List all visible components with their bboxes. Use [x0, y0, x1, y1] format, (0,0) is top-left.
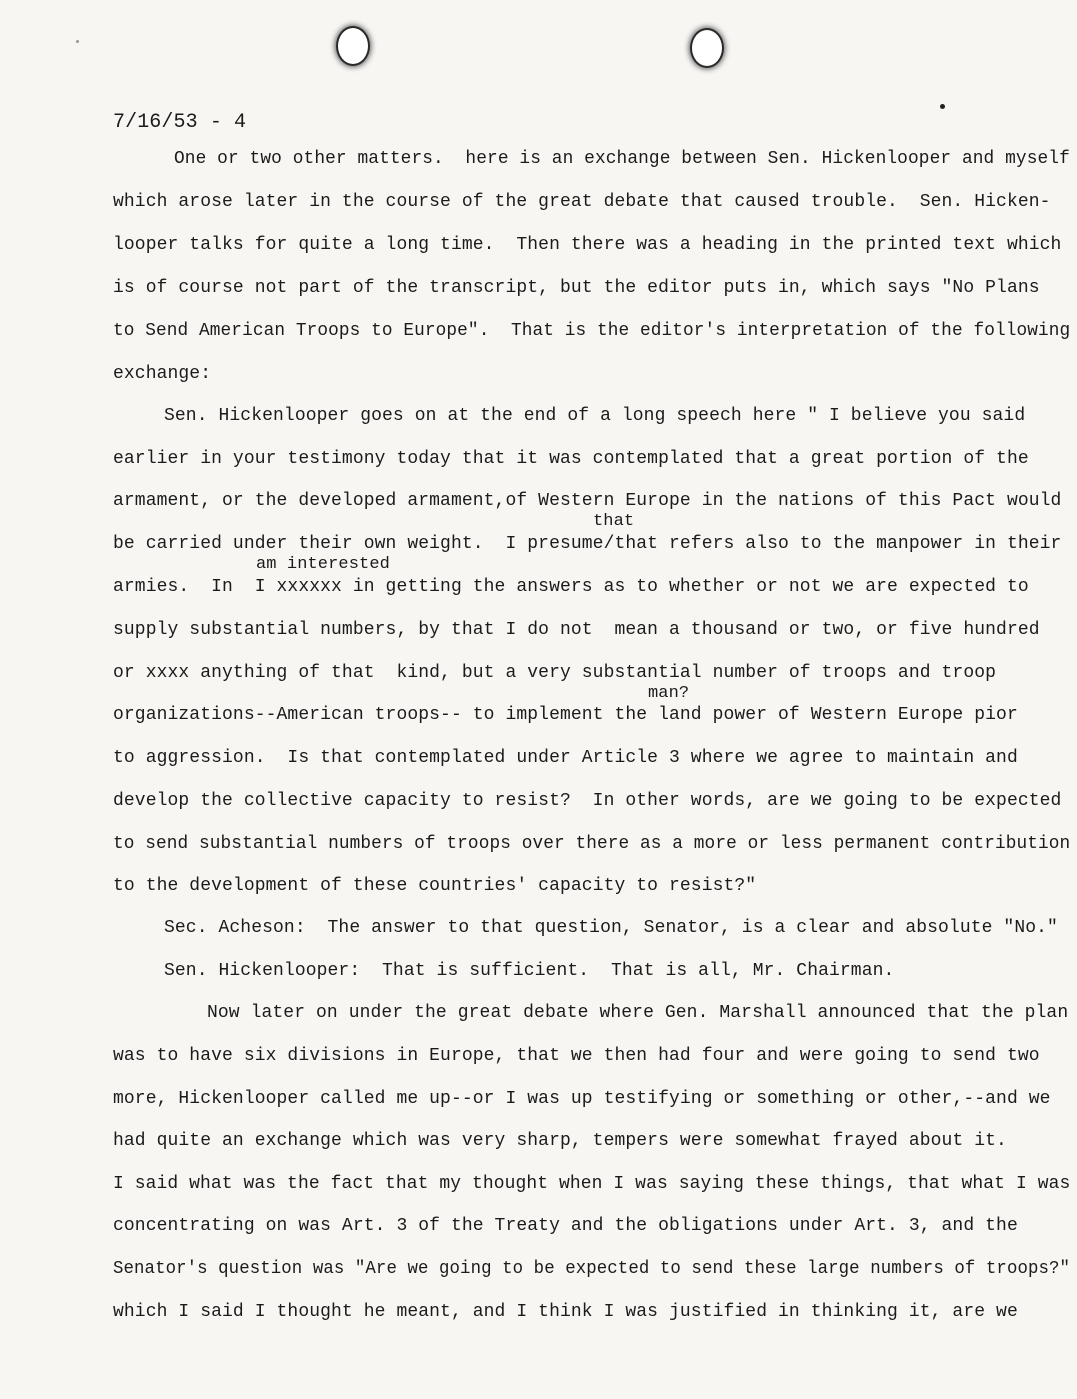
text-line: more, Hickenlooper called me up--or I was up testifying or something or other,--and we: [113, 1089, 1051, 1109]
text-line: to send substantial numbers of troops over there as a more or less permanent contribution: [113, 834, 1071, 854]
interlinear-insertion: man?: [648, 684, 690, 703]
text-line: looper talks for quite a long time. Then there was a heading in the printed text which: [113, 235, 1062, 255]
text-line: organizations--American troops-- to implement the land power of Western Europe pior: [113, 705, 1018, 725]
page-reference: 7/16/53 - 4: [113, 111, 247, 134]
text-line: I said what was the fact that my thought when I was saying these things, that what I was: [113, 1174, 1071, 1194]
text-line: Sen. Hickenlooper: That is sufficient. That is all, Mr. Chairman.: [164, 961, 895, 981]
text-line: was to have six divisions in Europe, that we then had four and were going to send two: [113, 1046, 1040, 1066]
text-line: to Send American Troops to Europe". That is the editor's interpretation of the following: [113, 321, 1071, 341]
text-line: Sen. Hickenlooper goes on at the end of a long speech here " I believe you said: [164, 406, 1026, 426]
text-line: Senator's question was "Are we going to be expected to send these large numbers of troops?": [113, 1259, 1071, 1279]
text-line: armies. In I xxxxxx in getting the answers as to whether or not we are expected to: [113, 577, 1029, 597]
interlinear-insertion: am interested: [256, 555, 390, 574]
text-line: to the development of these countries' capacity to resist?": [113, 876, 757, 896]
text-line: develop the collective capacity to resist? In other words, are we going to be expected: [113, 791, 1062, 811]
text-line: had quite an exchange which was very sharp, tempers were somewhat frayed about it.: [113, 1131, 1007, 1151]
punch-hole-left: [338, 28, 368, 64]
text-line: to aggression. Is that contemplated under Article 3 where we agree to maintain and: [113, 748, 1018, 768]
text-line: which arose later in the course of the great debate that caused trouble. Sen. Hicken-: [113, 192, 1051, 212]
text-line: exchange:: [113, 364, 212, 384]
text-line: supply substantial numbers, by that I do not mean a thousand or two, or five hundred: [113, 620, 1040, 640]
text-line: One or two other matters. here is an exchange between Sen. Hickenlooper and myself: [174, 149, 1070, 169]
text-line: earlier in your testimony today that it was contemplated that a great portion of the: [113, 449, 1029, 469]
punch-hole-right: [692, 30, 722, 66]
text-line: or xxxx anything of that kind, but a very substantial number of troops and troop: [113, 663, 997, 683]
ink-speck: [76, 40, 79, 43]
ink-speck: [940, 104, 945, 109]
interlinear-insertion: that: [593, 512, 635, 531]
text-line: concentrating on was Art. 3 of the Treaty and the obligations under Art. 3, and the: [113, 1216, 1018, 1236]
text-line: armament, or the developed armament,of Western Europe in the nations of this Pact would: [113, 491, 1062, 511]
text-line: Sec. Acheson: The answer to that question, Senator, is a clear and absolute "No.": [164, 918, 1058, 938]
text-line: which I said I thought he meant, and I think I was justified in thinking it, are we: [113, 1302, 1018, 1322]
text-line: Now later on under the great debate where Gen. Marshall announced that the plan: [207, 1003, 1069, 1023]
text-line: is of course not part of the transcript, but the editor puts in, which says "No Plans: [113, 278, 1040, 298]
text-line: be carried under their own weight. I presume/that refers also to the manpower in their: [113, 534, 1062, 554]
